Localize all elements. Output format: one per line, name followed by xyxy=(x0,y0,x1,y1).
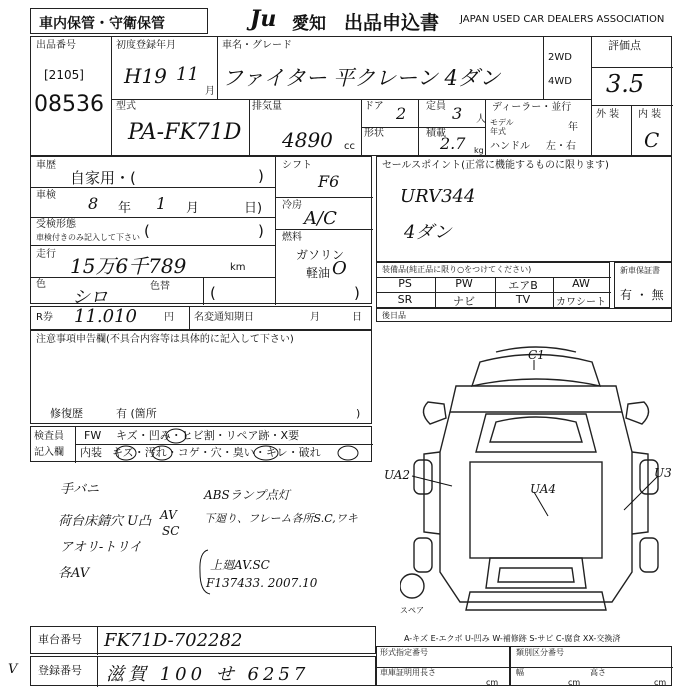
interior-label: 内 装 xyxy=(638,109,662,120)
history-value: 自家用・( xyxy=(70,169,136,187)
length-label: 長さ xyxy=(420,668,436,677)
note-right-3: 上廻AV.SC xyxy=(210,558,270,572)
exterior-label: 外 装 xyxy=(596,109,620,120)
plate-value: 滋賀 100 せ 6257 xyxy=(106,664,310,685)
color-open: ( xyxy=(210,284,216,302)
shift-value: F6 xyxy=(318,172,340,191)
ju-logo xyxy=(250,6,290,32)
score-label: 評価点 xyxy=(608,39,641,52)
height-unit: cm xyxy=(654,678,667,687)
warranty-label: 新車保証書 xyxy=(620,266,660,275)
displacement-unit: cc xyxy=(344,141,355,152)
note-line-1: 手バニ xyxy=(60,482,100,497)
diagram-ua2: UA2 xyxy=(384,468,411,482)
equip-airbag: エアB xyxy=(508,279,538,292)
inspection-year-unit: 年 xyxy=(118,201,132,216)
inspector-row2: キズ・汚れ・コゲ・穴・臭い・キレ・破れ xyxy=(112,446,321,459)
color-close: ) xyxy=(354,284,360,302)
displacement-value: 4890 xyxy=(282,128,333,152)
form-cert-label: 形式指定番号 xyxy=(380,648,428,657)
chassis-label: 車台番号 xyxy=(38,633,82,646)
note-line-2: 荷台床錆穴 U凸 xyxy=(58,514,152,529)
equip-leather: カワシート xyxy=(556,297,606,308)
rear-seat-label: 後日品 xyxy=(382,311,406,320)
handle-sides: 左・右 xyxy=(546,141,576,152)
inspector-label: 検査員 xyxy=(34,431,64,442)
first-reg-label: 初度登録年月 xyxy=(116,40,176,51)
inspector-entry: 記入欄 xyxy=(34,447,64,458)
plate-label: 登録番号 xyxy=(38,664,82,677)
dealer-label: ディーラー・並行 xyxy=(492,102,572,113)
storage-label: 車内保管・守衛保管 xyxy=(39,16,165,32)
lot-label: 出品番号 xyxy=(36,40,76,51)
history-close: ) xyxy=(258,167,264,185)
fuel-gasoline: ガソリン xyxy=(296,248,345,262)
color-label: 色 xyxy=(36,279,46,290)
year-unit: 年 xyxy=(568,122,578,133)
capacity-unit: 人 xyxy=(476,114,486,125)
first-reg-month: 11 xyxy=(176,64,199,85)
repair-value: 有 (箇所 xyxy=(116,407,157,420)
form-title: 出品申込書 xyxy=(344,12,440,34)
history-label: 車歴 xyxy=(36,160,56,171)
logo-region: 愛知 xyxy=(292,14,326,34)
equip-pw: PW xyxy=(455,277,473,290)
mileage-label: 走行 xyxy=(36,249,56,260)
recycle-label: R券 xyxy=(36,312,53,323)
diagram-c1: C1 xyxy=(528,348,545,362)
inspector-circles xyxy=(30,426,372,462)
sales-points-label: セールスポイント(正常に機能するものに限ります) xyxy=(382,160,609,171)
first-reg-month-unit: 月 xyxy=(205,86,215,97)
model-value: PA-FK71D xyxy=(128,120,242,145)
height-label: 高さ xyxy=(590,668,606,677)
logo-mark: Ju xyxy=(250,6,277,32)
inspector-interior: 内装 xyxy=(80,446,102,459)
name-change-month: 月 xyxy=(310,312,320,323)
plate-check: V xyxy=(8,662,18,677)
car-name-label: 車名・グレード xyxy=(222,40,292,51)
doors-label: ドア xyxy=(364,101,384,112)
inspection-month: 1 xyxy=(156,194,167,213)
color-value: シロ xyxy=(72,287,108,308)
inspection-label: 車検 xyxy=(36,190,56,201)
note-right-1: ABSランプ点灯 xyxy=(204,488,290,502)
diagram-u3: U3 xyxy=(654,466,672,480)
inspection-day-unit: 日) xyxy=(244,201,263,216)
equip-aw: AW xyxy=(572,277,590,290)
note-line-4: SC xyxy=(162,524,180,538)
receiving-note: 車検付きのみ記入して下さい xyxy=(36,233,140,242)
load-label: 積載 xyxy=(426,128,446,139)
displacement-label: 排気量 xyxy=(252,101,282,112)
repair-label: 修復歴 xyxy=(50,407,83,420)
receiving-close: ) xyxy=(258,222,264,240)
model-label: 型式 xyxy=(116,101,136,112)
inspection-year: 8 xyxy=(88,194,99,213)
name-change-label: 名変通知期日 xyxy=(194,312,254,323)
cooler-value: A/C xyxy=(304,208,337,229)
drive-4wd: 4WD xyxy=(548,76,572,87)
equip-tv: TV xyxy=(515,293,531,306)
rear-seat-box xyxy=(376,308,672,322)
damage-legend: A-キズ E-エクボ U-凹み W-補修跡 S-サビ C-腐食 XX-交換済 xyxy=(404,634,621,643)
note-right-2: 下廻り、フレーム各所S.C,ワキ xyxy=(204,512,358,525)
equip-navi: ナビ xyxy=(453,295,475,308)
note-line-5: アオリ-トリイ xyxy=(60,540,142,555)
note-right-4: F137433. 2007.10 xyxy=(206,576,318,590)
first-reg-era: H19 xyxy=(124,64,167,88)
load-value: 2.7 xyxy=(440,134,466,153)
mileage-value: 15万6千789 xyxy=(70,254,187,278)
receiving-label: 受検形態 xyxy=(36,219,76,230)
length-unit: cm xyxy=(486,678,499,687)
storage-box xyxy=(30,8,208,34)
equip-ps: PS xyxy=(398,277,412,290)
lot-bracket: [2105] xyxy=(44,68,84,82)
sales-points-box xyxy=(376,156,672,262)
fuel-light-oil: 軽油 xyxy=(306,266,331,280)
chassis-value: FK71D-702282 xyxy=(104,630,243,651)
recycle-value: 11.010 xyxy=(74,306,137,327)
load-unit: kg xyxy=(474,146,484,155)
note-bracket xyxy=(196,548,216,598)
association-name: JAPAN USED CAR DEALERS ASSOCIATION xyxy=(460,14,665,25)
note-line-6: 各AV xyxy=(58,566,90,581)
fuel-mark: O xyxy=(332,258,347,279)
width-unit: cm xyxy=(568,678,581,687)
color-change-label: 色替 xyxy=(150,281,170,292)
doors-value: 2 xyxy=(396,104,407,123)
diagram-spare: スペア xyxy=(400,606,424,615)
receiving-open: ( xyxy=(144,222,150,240)
width-label: 幅 xyxy=(516,668,524,677)
inspection-month-unit: 月 xyxy=(186,201,200,216)
model-year-label: モデル 年式 xyxy=(490,118,514,136)
mileage-unit: km xyxy=(230,262,246,273)
top-info-block xyxy=(30,36,672,156)
warranty-value: 有 ・ 無 xyxy=(620,288,664,302)
score-value: 3.5 xyxy=(606,70,645,98)
class-cert-label: 類別区分番号 xyxy=(516,648,564,657)
capacity-label: 定員 xyxy=(426,101,446,112)
equip-sr: SR xyxy=(397,293,413,306)
fuel-label: 燃料 xyxy=(282,232,302,243)
notes-label: 注意事項申告欄(不具合内容等は具体的に記入して下さい) xyxy=(36,334,294,345)
name-change-day: 日 xyxy=(352,312,362,323)
handle-label: ハンドル xyxy=(490,141,530,152)
shape-label: 形状 xyxy=(364,128,384,139)
drive-2wd: 2WD xyxy=(548,52,572,63)
lot-number: 08536 xyxy=(34,92,104,117)
inspector-fw: FW xyxy=(84,429,102,442)
recycle-unit: 円 xyxy=(164,312,174,323)
shift-label: シフト xyxy=(282,160,312,171)
car-name-value: ファイター 平クレーン 4ダン xyxy=(222,66,501,90)
note-line-3: AV xyxy=(160,508,177,522)
interior-value: C xyxy=(644,128,660,152)
sales-point-2: 4ダン xyxy=(404,222,452,243)
sales-point-1: URV344 xyxy=(400,186,476,207)
diagram-ua4: UA4 xyxy=(530,482,557,496)
cooler-label: 冷房 xyxy=(282,200,302,211)
form-cert-garage: 車庫証明用 xyxy=(380,668,420,677)
equipment-label: 装備品(純正品に限り○をつけてください) xyxy=(382,265,532,274)
inspector-row1: キズ・凹み・ヒビ割・リペア跡・X要 xyxy=(116,429,300,442)
capacity-value: 3 xyxy=(452,104,463,123)
repair-close: ) xyxy=(356,407,361,420)
